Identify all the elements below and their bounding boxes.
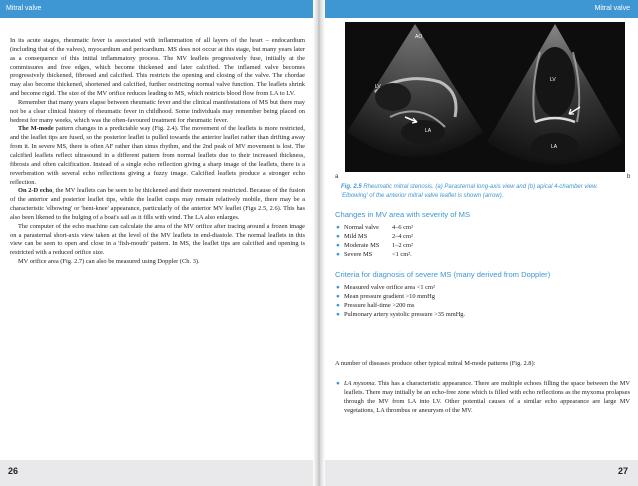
list-item: ● Moderate MS 1–2 cm² bbox=[336, 242, 413, 249]
term: LA myxoma. bbox=[344, 380, 377, 387]
severity-label: Moderate MS bbox=[344, 242, 380, 249]
pattern-list bbox=[335, 380, 630, 415]
echo-sector-a bbox=[345, 22, 485, 172]
severity-list bbox=[335, 223, 630, 259]
caption-text: Rheumatic mitral stenosis. (a) Parasternal long-axis view and (b) apical 4-chamber view. 'Elbowing' of the anterior mitral valve leaflet is shown (arrow). bbox=[341, 184, 598, 199]
chamber-label: LV bbox=[550, 77, 556, 83]
chamber-label: LA bbox=[425, 128, 432, 134]
criterion: Measured valve orifice area <1 cm² bbox=[344, 284, 435, 291]
paragraph: MV orifice area (Fig. 2.7) can also be measured using Doppler (Ch. 3). bbox=[18, 258, 200, 266]
area-value: 4–6 cm² bbox=[392, 224, 413, 231]
paragraph-text: , the MV leaflets can be seen to be thickened and their movement restricted. Because of the fusion of the anterior and posterior leaflet tips, while the leaflet cusps may remain relatively mobile, there may be a characteristic 'elbowing' or 'bent-knee' appearance, particularly of the anterior MV leaflet (Figs 2.5, 2.6). This has also been likened to the bulging of a boat's sail as it fills with wind. The LA also enlarges. bbox=[10, 187, 305, 221]
term: On 2-D echo bbox=[18, 187, 53, 195]
figure-caption bbox=[341, 183, 621, 200]
area-value: <1 cm². bbox=[392, 251, 412, 258]
changes-box bbox=[335, 210, 630, 259]
page-footer bbox=[0, 460, 313, 486]
severity-label: Severe MS bbox=[344, 251, 373, 258]
left-page bbox=[0, 0, 313, 486]
paragraph bbox=[10, 125, 305, 187]
mmode-intro: A number of diseases produce other typical mitral M-mode patterns (Fig. 2.8): bbox=[335, 360, 536, 367]
page-footer bbox=[325, 460, 638, 486]
item-text: This has a characteristic appearance. There are multiple echoes filling the space between the MV leaflets. There may initially be an echo-free zone which is filled with echo reflections as the myxoma prolapses through the MV from LA into LV. Other potential causes of a similar echo appearance are large MV vegetations, LA thrombus or aneurysm of the MV. bbox=[344, 380, 630, 414]
section-heading: Criteria for diagnosis of severe MS (many derived from Doppler) bbox=[335, 270, 551, 279]
echo-image-a bbox=[345, 22, 485, 172]
criteria-box bbox=[335, 270, 630, 319]
list-item: ● Pressure half-time >200 ms bbox=[336, 302, 415, 309]
body-text bbox=[10, 37, 305, 267]
paragraph: The computer of the echo machine can calculate the area of the MV orifice after tracing around a frozen image on a parasternal short-axis view taken at the level of the MV leaflets in end-diastole. The normal leaflets in this view can be seen to open and close in a 'fish-mouth' pattern. In MS, the leaflet tips are calcified and opening is restricted with a reduced orifice size. bbox=[10, 222, 305, 257]
area-value: 1–2 cm² bbox=[392, 242, 413, 249]
list-item: ● Measured valve orifice area <1 cm² bbox=[336, 284, 435, 291]
myxoma-item bbox=[335, 380, 630, 415]
list-item: ● Pulmonary artery systolic pressure >35 mmHg. bbox=[336, 311, 466, 318]
severity-label: Mild MS bbox=[344, 233, 368, 240]
criterion: Mean pressure gradient >10 mmHg bbox=[344, 293, 435, 300]
paragraph: Remember that many years elapse between rheumatic fever and the clinical manifestations of MS but there may not be a clear clinical history of rheumatic fever in childhood. Some individuals may remember being placed on bedrest for many weeks, which was the often-favoured treatment for rheumatic fever. bbox=[10, 98, 305, 124]
echo-image-b bbox=[485, 22, 625, 172]
right-page bbox=[325, 0, 638, 486]
term: The M-mode bbox=[18, 125, 54, 133]
caption-label: Fig. 2.5 bbox=[341, 184, 362, 190]
book-gutter bbox=[313, 0, 325, 486]
list-item: ● LA myxoma. This has a characteristic appearance. There are multiple echoes filling the space between the MV leaflets. There may initially be an echo-free zone which is filled with echo reflections as the myxoma prolapses through the MV from LA into LV. Other potential causes of a similar echo appearance are large MV vegetations, LA thrombus or aneurysm of the MV. bbox=[336, 380, 630, 414]
severity-label: Normal valve bbox=[344, 224, 379, 231]
page-number: 26 bbox=[8, 466, 19, 476]
criterion: Pressure half-time >200 ms bbox=[344, 302, 415, 309]
panel-letter: a bbox=[335, 174, 339, 180]
list-item: ● Mean pressure gradient >10 mmHg bbox=[336, 293, 435, 300]
criteria-list bbox=[335, 283, 630, 319]
paragraph: In its acute stages, rheumatic fever is associated with inflammation of all layers of the heart – endocardium (including that of the valves), myocardium and pericardium. MS does not occur at this stage, but many years later as a consequence of this initial inflammatory process. The MV leaflets progressively fuse, initially at the commissures and free edges, which become thickened and later calcified. The inflamed valve becomes progressively thickened, fibrosed and calcified. This restricts the opening and closing of the valve. The chordae may also become thickened, shortened and calcified, further restricting normal valve function. The leaflets shrink and become rigid. The size of the MV orifice reduces leading to MS, which restricts blood flow from LA to LV. bbox=[10, 37, 305, 98]
chamber-label: LA bbox=[551, 144, 558, 150]
criterion: Pulmonary artery systolic pressure >35 mmHg. bbox=[344, 311, 466, 318]
list-item: ● Mild MS 2–4 cm² bbox=[336, 233, 413, 240]
page-number: 27 bbox=[617, 466, 628, 476]
section-heading: Changes in MV area with severity of MS bbox=[335, 210, 471, 219]
list-item: ● Normal valve 4–6 cm² bbox=[336, 224, 413, 231]
running-header: Mitral valve bbox=[0, 0, 313, 18]
paragraph-text: pattern changes in a predictable way (Fig. 2.4). The movement of the leaflets is more restricted, and the leaflet tips are fused, so the posterior leaflet is pulled towards the anterior leaflet rather than drifting away from it. In severe MS, there is often AF rather than sinus rhythm, and the 2nd peak of MV movement is lost. The calcified leaflets reflect ultrasound in a different pattern from normal leaflets due to their increased thickness, fibrosis and often calcification. Instead of a single echo reflection giving a sharp image of the leaflets, there is a reverberation with several echo reflections giving a fuzzy image. Calcified leaflets produce a stronger echo reflection. bbox=[10, 125, 305, 186]
figure-2-5 bbox=[335, 22, 633, 180]
paragraph bbox=[10, 187, 305, 222]
chamber-label: AO bbox=[415, 34, 423, 40]
area-value: 2–4 cm² bbox=[392, 233, 413, 240]
list-item: ● Severe MS <1 cm². bbox=[336, 251, 412, 258]
running-header: Mitral valve bbox=[325, 0, 638, 18]
chamber-label: LV bbox=[375, 84, 381, 90]
panel-letter: b bbox=[627, 174, 631, 180]
